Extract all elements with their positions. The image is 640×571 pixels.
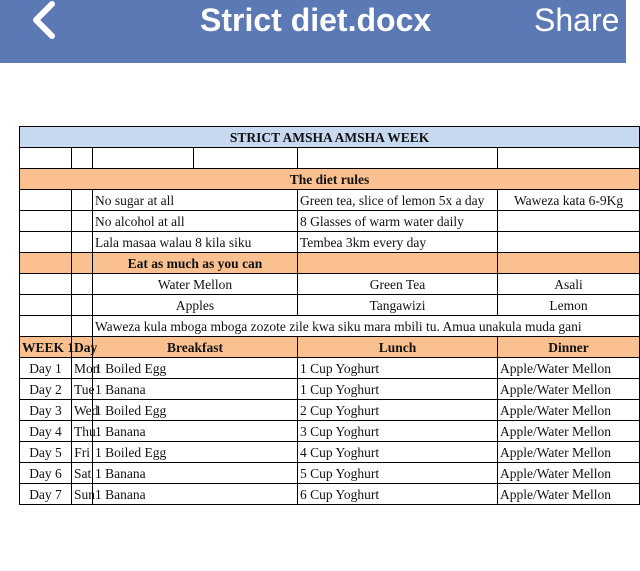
navigation-bar xyxy=(0,0,626,63)
spacer-row xyxy=(20,148,640,169)
week-day-cell: Day 4 xyxy=(20,421,72,442)
rule-cell: 8 Glasses of warm water daily xyxy=(298,211,498,232)
food-cell: Tangawizi xyxy=(298,295,498,316)
rule-cell: Green tea, slice of lemon 5x a day xyxy=(298,190,498,211)
food-cell: Water Mellon xyxy=(93,274,298,295)
note-row xyxy=(20,316,640,337)
food-cell: Lemon xyxy=(498,295,640,316)
table-row xyxy=(20,400,640,421)
rule-cell xyxy=(498,211,640,232)
lunch-cell: 6 Cup Yoghurt xyxy=(298,484,498,505)
rule-cell: Waweza kata 6-9Kg xyxy=(498,190,640,211)
weekday-cell: Fri xyxy=(72,442,93,463)
table-title: STRICT AMSHA AMSHA WEEK xyxy=(20,127,640,148)
header-day: Day xyxy=(72,337,93,358)
week-day-cell: Day 7 xyxy=(20,484,72,505)
week-day-cell: Day 2 xyxy=(20,379,72,400)
weekday-cell: Mon xyxy=(72,358,93,379)
dinner-cell: Apple/Water Mellon xyxy=(498,421,640,442)
lunch-cell: 3 Cup Yoghurt xyxy=(298,421,498,442)
document-title: Strict diet.docx xyxy=(200,2,432,38)
breakfast-cell: 1 Boiled Egg xyxy=(93,358,298,379)
header-breakfast: Breakfast xyxy=(93,337,298,358)
breakfast-cell: 1 Boiled Egg xyxy=(93,442,298,463)
week-day-cell: Day 5 xyxy=(20,442,72,463)
rule-cell: Tembea 3km every day xyxy=(298,232,498,253)
weekday-cell: Sun xyxy=(72,484,93,505)
rules-heading-row xyxy=(20,169,640,190)
lunch-cell: 4 Cup Yoghurt xyxy=(298,442,498,463)
share-button[interactable]: Share xyxy=(534,2,620,38)
lunch-cell: 1 Cup Yoghurt xyxy=(298,379,498,400)
weekday-cell: Thu xyxy=(72,421,93,442)
breakfast-cell: 1 Boiled Egg xyxy=(93,400,298,421)
food-cell: Asali xyxy=(498,274,640,295)
lunch-cell: 2 Cup Yoghurt xyxy=(298,400,498,421)
week-day-cell: Day 1 xyxy=(20,358,72,379)
table-row xyxy=(20,421,640,442)
table-row xyxy=(20,442,640,463)
rule-cell: No sugar at all xyxy=(93,190,298,211)
table-row xyxy=(20,379,640,400)
lunch-cell: 1 Cup Yoghurt xyxy=(298,358,498,379)
eat-heading: Eat as much as you can xyxy=(93,253,298,274)
rule-row xyxy=(20,211,640,232)
food-cell: Green Tea xyxy=(298,274,498,295)
week-day-cell: Day 6 xyxy=(20,463,72,484)
rules-heading: The diet rules xyxy=(20,169,640,190)
breakfast-cell: 1 Banana xyxy=(93,379,298,400)
eat-heading-row xyxy=(20,253,640,274)
weekday-cell: Wed xyxy=(72,400,93,421)
dinner-cell: Apple/Water Mellon xyxy=(498,442,640,463)
table-row xyxy=(20,358,640,379)
header-week: WEEK 1 xyxy=(20,337,72,358)
header-lunch: Lunch xyxy=(298,337,498,358)
chevron-left-icon xyxy=(22,0,66,40)
breakfast-cell: 1 Banana xyxy=(93,421,298,442)
dinner-cell: Apple/Water Mellon xyxy=(498,463,640,484)
food-row xyxy=(20,274,640,295)
weekday-cell: Tue xyxy=(72,379,93,400)
breakfast-cell: 1 Banana xyxy=(93,463,298,484)
rule-row xyxy=(20,232,640,253)
breakfast-cell: 1 Banana xyxy=(93,484,298,505)
header-dinner: Dinner xyxy=(498,337,640,358)
week-day-cell: Day 3 xyxy=(20,400,72,421)
weekday-cell: Sat xyxy=(72,463,93,484)
rule-row xyxy=(20,190,640,211)
diet-table xyxy=(19,126,640,505)
schedule-header-row xyxy=(20,337,640,358)
rule-cell: No alcohol at all xyxy=(93,211,298,232)
dinner-cell: Apple/Water Mellon xyxy=(498,484,640,505)
food-cell: Apples xyxy=(93,295,298,316)
title-row xyxy=(20,127,640,148)
lunch-cell: 5 Cup Yoghurt xyxy=(298,463,498,484)
back-button[interactable] xyxy=(22,0,66,40)
note-cell: Waweza kula mboga mboga zozote zile kwa siku mara mbili tu. Amua unakula muda gani xyxy=(93,316,640,337)
dinner-cell: Apple/Water Mellon xyxy=(498,358,640,379)
rule-cell: Lala masaa walau 8 kila siku xyxy=(93,232,298,253)
dinner-cell: Apple/Water Mellon xyxy=(498,379,640,400)
table-row xyxy=(20,463,640,484)
food-row xyxy=(20,295,640,316)
table-row xyxy=(20,484,640,505)
dinner-cell: Apple/Water Mellon xyxy=(498,400,640,421)
rule-cell xyxy=(498,232,640,253)
